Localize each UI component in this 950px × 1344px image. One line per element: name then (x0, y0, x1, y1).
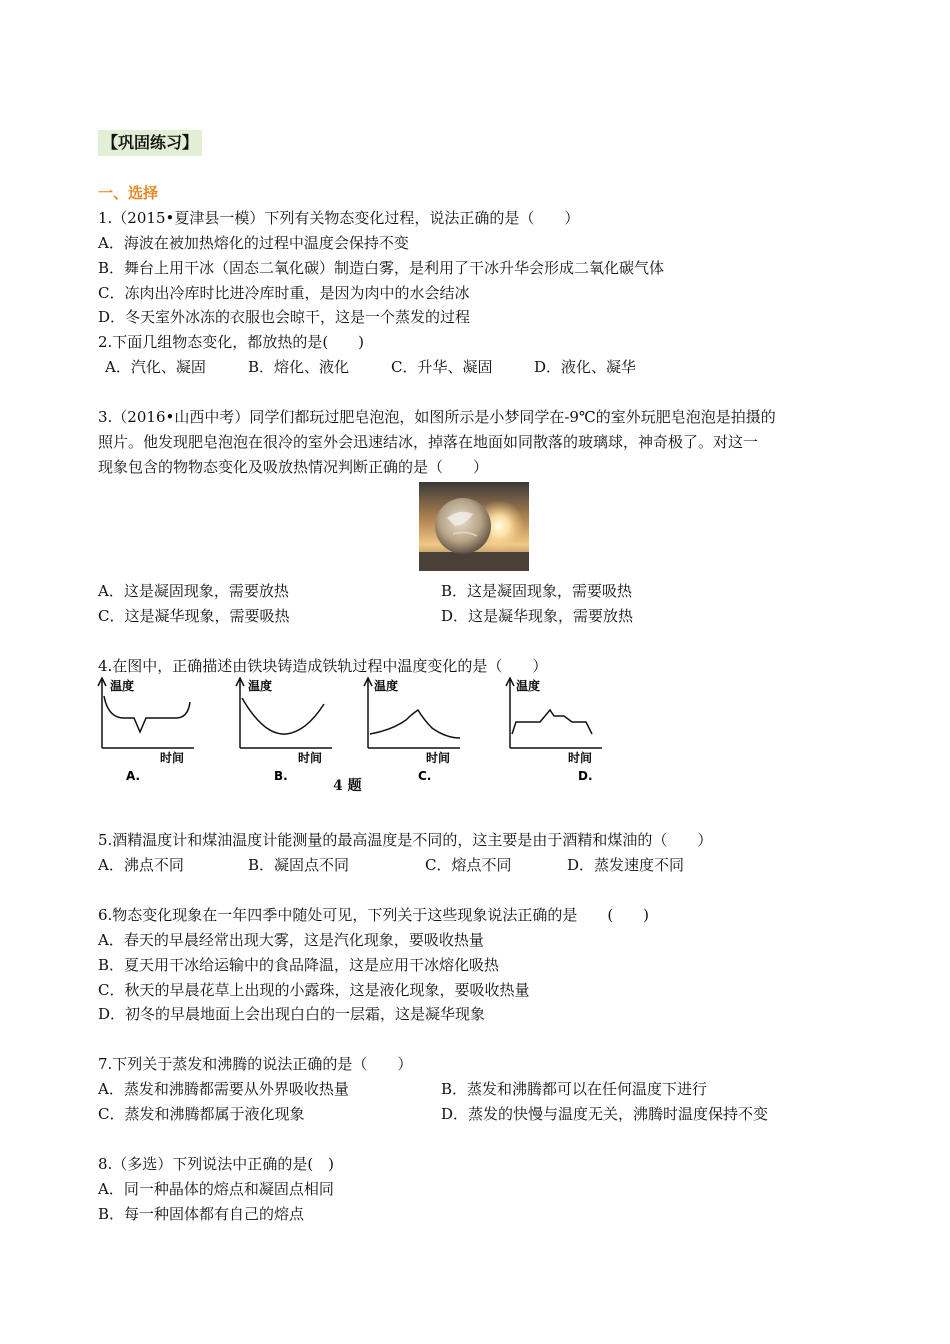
q7-option-d: D．蒸发的快慢与温度无关，沸腾时温度保持不变 (441, 1105, 769, 1123)
q1-stem: 1.（2015•夏津县一模）下列有关物态变化过程，说法正确的是（ ） (98, 209, 580, 227)
q5-option-c: C．熔点不同 (425, 856, 512, 874)
q3-stem-line1: 3.（2016•山西中考）同学们都玩过肥皂泡泡，如图所示是小梦同学在-9℃的室外玩肥皂泡泡是拍摄的 (98, 408, 776, 426)
q1-option-d: D．冬天室外冰冻的衣服也会晾干，这是一个蒸发的过程 (98, 308, 471, 326)
q4-stem: 4.在图中，正确描述由铁块铸造成铁轨过程中温度变化的是（ ） (98, 657, 548, 675)
q6-option-c: C．秋天的早晨花草上出现的小露珠，这是液化现象，要吸收热量 (98, 981, 530, 999)
q6-option-d: D．初冬的早晨地面上会出现白白的一层霜，这是凝华现象 (98, 1005, 486, 1023)
exercise-header: 【巩固练习】 (98, 130, 202, 156)
q4-a-xlabel: 时间 (160, 751, 185, 765)
q1-option-a: A．海波在被加热熔化的过程中温度会保持不变 (98, 234, 409, 252)
q5-option-b: B．凝固点不同 (248, 856, 350, 874)
q5-option-a: A．沸点不同 (98, 856, 184, 874)
q2-option-d: D．液化、凝华 (534, 358, 637, 376)
q2-stem: 2.下面几组物态变化，都放热的是( ) (98, 333, 365, 351)
q4-d-ylabel: 温度 (516, 679, 541, 693)
q3-option-d: D．这是凝华现象，需要放热 (441, 607, 634, 625)
q7-option-a: A．蒸发和沸腾都需要从外界吸收热量 (98, 1080, 349, 1098)
q8-option-b: B．每一种固体都有自己的熔点 (98, 1205, 305, 1223)
q4-c-curve (370, 710, 460, 738)
q6-stem: 6.物态变化现象在一年四季中随处可见，下列关于这些现象说法正确的是 ( ) (98, 906, 650, 924)
q6-option-b: B．夏天用干冰给运输中的食品降温，这是应用干冰熔化吸热 (98, 956, 500, 974)
q4-graph-b (234, 676, 334, 786)
q4-a-ylabel: 温度 (110, 679, 135, 693)
q4-d-curve (512, 710, 592, 734)
q4-b-label: B. (274, 769, 288, 783)
q2-option-b: B．熔化、液化 (248, 358, 350, 376)
q3-stem-line2: 照片。他发现肥皂泡泡在很冷的室外会迅速结冰，掉落在地面如同散落的玻璃球，神奇极了。对这一 (98, 433, 759, 451)
q4-b-xlabel: 时间 (298, 751, 323, 765)
q4-a-label: A. (126, 769, 141, 783)
q5-option-d: D．蒸发速度不同 (567, 856, 685, 874)
q1-option-c: C．冻肉出冷库时比进冷库时重，是因为肉中的水会结冰 (98, 284, 470, 302)
q4-b-curve (242, 698, 324, 734)
q2-option-c: C．升华、凝固 (391, 358, 493, 376)
q3-stem-line3: 现象包含的物物态变化及吸放热情况判断正确的是（ ） (98, 458, 489, 476)
q7-option-b: B．蒸发和沸腾都可以在任何温度下进行 (441, 1080, 708, 1098)
q1-option-b: B．舞台上用干冰（固态二氧化碳）制造白雾，是利用了干冰升华会形成二氧化碳气体 (98, 259, 665, 277)
frozen-bubble-photo (419, 482, 529, 571)
q4-c-ylabel: 温度 (374, 679, 399, 693)
q8-option-a: A．同一种晶体的熔点和凝固点相同 (98, 1180, 334, 1198)
q3-option-b: B．这是凝固现象，需要吸热 (441, 582, 633, 600)
q3-option-c: C．这是凝华现象，需要吸热 (98, 607, 290, 625)
q4-c-label: C. (418, 769, 432, 783)
q7-stem: 7.下列关于蒸发和沸腾的说法正确的是（ ） (98, 1055, 413, 1073)
section-title: 一、选择 (98, 184, 159, 202)
q2-option-a: A．汽化、凝固 (105, 358, 206, 376)
q4-d-label: D. (578, 769, 593, 783)
q4-b-ylabel: 温度 (248, 679, 273, 693)
q4-d-xlabel: 时间 (568, 751, 593, 765)
q4-caption: 4 题 (333, 778, 362, 794)
q4-graph-a (96, 676, 196, 786)
q4-graph-d (504, 676, 604, 786)
q4-a-curve (104, 696, 190, 732)
q5-stem: 5.酒精温度计和煤油温度计能测量的最高温度是不同的，这主要是由于酒精和煤油的（ ） (98, 831, 713, 849)
q3-option-a: A．这是凝固现象，需要放热 (98, 582, 289, 600)
q8-stem: 8.（多选）下列说法中正确的是( ) (98, 1155, 335, 1173)
q6-option-a: A．春天的早晨经常出现大雾，这是汽化现象，要吸收热量 (98, 931, 484, 949)
q4-graph-c (362, 676, 462, 786)
q7-option-c: C．蒸发和沸腾都属于液化现象 (98, 1105, 305, 1123)
q4-c-xlabel: 时间 (426, 751, 451, 765)
